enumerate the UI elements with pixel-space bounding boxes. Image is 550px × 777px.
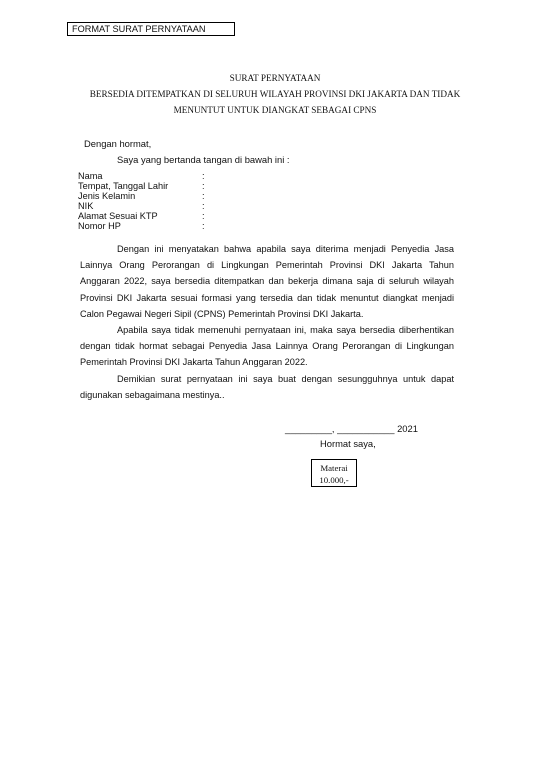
field-colon: :: [202, 191, 205, 201]
field-label: Alamat Sesuai KTP: [78, 211, 158, 221]
duty-stamp-box: [311, 459, 357, 487]
field-colon: :: [202, 181, 205, 191]
statement-paragraph-1: Dengan ini menyatakan bahwa apabila saya diterima menjadi Penyedia Jasa Lainnya Orang Perorangan di Lingkungan Pemerintah Provinsi DKI Jakarta Tahun Anggaran 2022, saya bersedia ditempatkan dan bekerja dimana saja di seluruh wilayah Provinsi DKI Jakarta sesuai formasi yang tersedia dan tidak menuntut diangkat menjadi Calon Pegawai Negeri Sipil (CPNS) Pemerintah Provinsi DKI Jakarta.: [80, 244, 454, 319]
field-colon: :: [202, 201, 205, 211]
field-alamat-ktp: [78, 211, 228, 221]
field-label: Jenis Kelamin: [78, 191, 136, 201]
document-format-label: FORMAT SURAT PERNYATAAN: [67, 22, 235, 36]
field-colon: :: [202, 221, 205, 231]
identity-fields: [78, 171, 228, 231]
statement-paragraph-3: Demikian surat pernyataan ini saya buat dengan sesungguhnya untuk dapat digunakan sebagaimana mestinya..: [80, 374, 454, 401]
field-nomor-hp: [78, 221, 228, 231]
stamp-value: 10.000,-: [319, 475, 349, 485]
field-label: Tempat, Tanggal Lahir: [78, 181, 169, 191]
date-line: _________, ___________ 2021: [285, 423, 418, 434]
field-label: Nama: [78, 171, 103, 181]
field-tempat-tanggal-lahir: [78, 181, 228, 191]
field-label: Nomor HP: [78, 221, 121, 231]
intro-sentence: Saya yang bertanda tangan di bawah ini :: [117, 154, 290, 165]
field-jenis-kelamin: [78, 191, 228, 201]
greeting: Dengan hormat,: [84, 138, 152, 149]
closing-salutation: Hormat saya,: [320, 438, 376, 449]
document-subtitle-line-1: BERSEDIA DITEMPATKAN DI SELURUH WILAYAH PROVINSI DKI JAKARTA DAN TIDAK: [89, 89, 461, 99]
field-colon: :: [202, 171, 205, 181]
field-label: NIK: [78, 201, 94, 211]
field-nama: [78, 171, 228, 181]
stamp-label: Materai: [320, 463, 348, 473]
statement-paragraph-2: Apabila saya tidak memenuhi pernyataan ini, maka saya bersedia diberhentikan dengan tidak hormat sebagai Penyedia Jasa Lainnya Orang Perorangan di Lingkungan Pemerintah Provinsi DKI Jakarta Tahun Anggaran 2022.: [80, 325, 454, 368]
document-title: SURAT PERNYATAAN: [229, 73, 321, 83]
document-subtitle-line-2: MENUNTUT UNTUK DIANGKAT SEBAGAI CPNS: [173, 105, 377, 115]
field-nik: [78, 201, 228, 211]
field-colon: :: [202, 211, 205, 221]
